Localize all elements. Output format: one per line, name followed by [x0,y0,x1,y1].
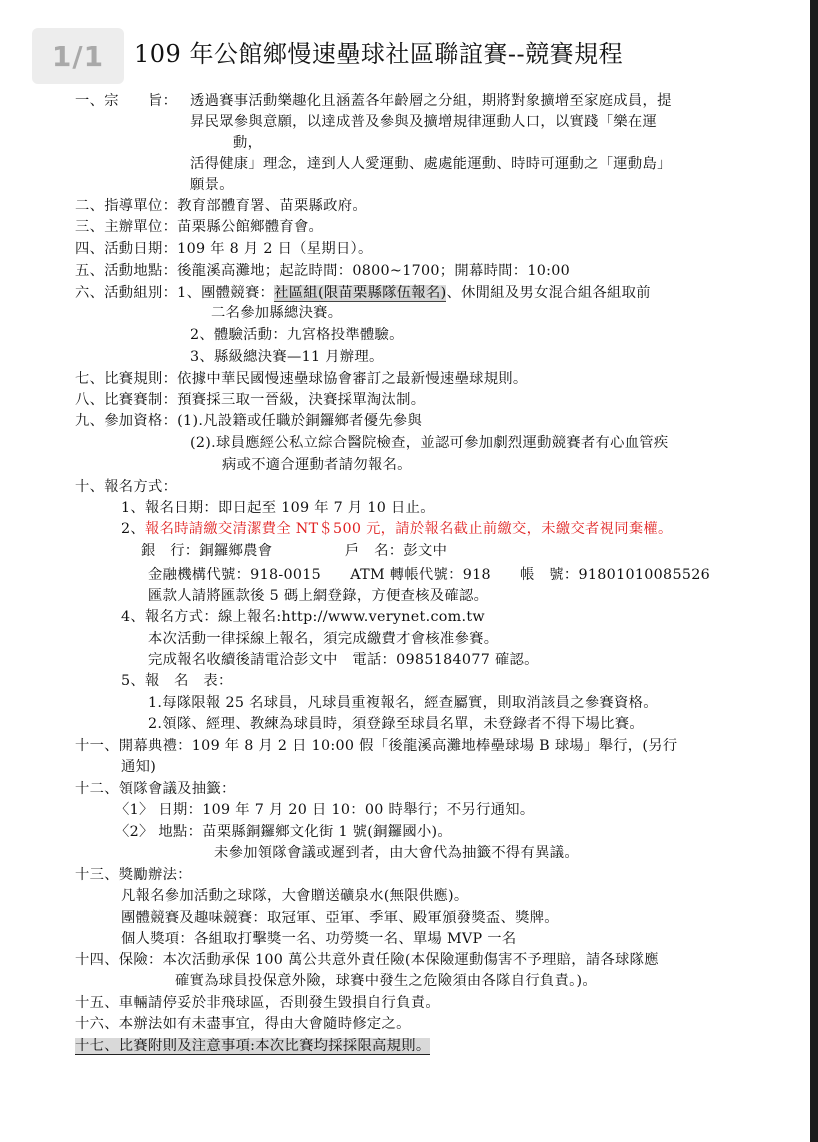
section-13-1: 凡報名參加活動之球隊，大會贈送礦泉水(無限供應)。 [121,888,469,904]
section-1-line-3: 動， [233,135,263,151]
section-1-label: 一、宗 旨： [75,93,178,109]
account-name: 戶 名：彭文中 [345,543,448,559]
section-13: 十三、獎勵辦法： [75,867,192,883]
section-13-2: 團體競賽及趣味競賽：取冠軍、亞軍、季軍、殿軍頒發獎盃、獎牌。 [121,910,559,926]
section-14-line-1: 十四、保險：本次活動承保 100 萬公共意外責任險(本保險運動傷害不予理賠，請各球隊應 [75,952,659,968]
section-3: 三、主辦單位：苗栗縣公館鄉體育會。 [75,219,324,235]
section-17 [75,1037,430,1055]
section-16: 十六、本辦法如有未盡事宜，得由大會隨時修定之。 [75,1016,411,1032]
section-12-1: 〈1〉 日期：109 年 7 月 20 日 10：00 時舉行；不另行通知。 [115,802,535,818]
section-12-2: 〈2〉 地點：苗栗縣銅鑼鄉文化街 1 號(銅鑼國小)。 [115,824,453,840]
section-9-line-3: 病或不適合運動者請勿報名。 [222,457,412,473]
section-10: 十、報名方式： [75,479,178,495]
section-8: 八、比賽賽制：預賽採三取一晉級，決賽採單淘汰制。 [75,392,426,408]
section-6-line-1 [75,284,651,302]
section-10-5-2: 2.領隊、經理、教練為球員時，須登錄至球員名單，未登錄者不得下場比賽。 [148,716,644,732]
section-6-line-2: 二名參加縣總決賽。 [211,305,343,321]
bank-codes: 金融機構代號：918-0015 ATM 轉帳代號：918 帳 號：91801010085526 [148,567,711,583]
section-9-line-2: (2).球員應經公私立綜合醫院檢查，並認可參加劇烈運動競賽者有心血管疾 [190,435,669,451]
section-12: 十二、領隊會議及抽籤： [75,781,236,797]
section-1-line-1: 透過賽事活動樂趣化且涵蓋各年齡層之分組，期將對象擴增至家庭成員，提 [190,93,672,109]
section-12-3: 未參加領隊會議或遲到者，由大會代為抽籤不得有異議。 [214,845,579,861]
section-1-line-4: 活得健康」理念，達到人人愛運動、處處能運動、時時可運動之「運動島」 [190,156,672,172]
section-10-2 [121,520,673,538]
section-10-2-number: 2、 [121,521,145,537]
section-10-1: 1、報名日期：即日起至 109 年 7 月 10 日止。 [121,500,435,516]
section-5: 五、活動地點：後龍溪高灘地；起訖時間：0800~1700；開幕時間：10:00 [75,263,571,279]
scrollbar[interactable] [810,0,818,1142]
section-14-line-2: 確實為球員投保意外險，球賽中發生之危險須由各隊自行負責。)。 [175,973,598,989]
section-10-4: 4、報名方式：線上報名:http://www.verynet.com.tw [121,609,485,625]
section-15: 十五、車輛請停妥於非飛球區，否則發生毀損自行負責。 [75,995,440,1011]
section-10-5-1: 1.每隊限報 25 名球員，凡球員重複報名，經查屬實，則取消該員之參賽資格。 [148,695,658,711]
remittance-note: 匯款人請將匯款後 5 碼上網登錄，方便查核及確認。 [148,588,489,604]
fee-notice: 報名時請繳交清潔費全 NT＄500 元，請於報名截止前繳交，未繳交者視同棄權。 [145,521,673,537]
section-10-4-line-3: 完成報名收續後請電洽彭文中 電話：0985184077 確認。 [148,652,539,668]
section-1-line-2: 昇民眾參與意願，以達成普及參與及擴增規律運動人口，以實踐「樂在運 [190,114,658,130]
section-17-text: 十七、比賽附則及注意事項:本次比賽均採採限高規則。 [75,1038,431,1054]
section-6-line-4: 3、縣級總決賽—11 月辦理。 [190,349,384,365]
section-2: 二、指導單位：教育部體育署、苗栗縣政府。 [75,198,367,214]
section-4: 四、活動日期：109 年 8 月 2 日（星期日）。 [75,241,373,257]
page-indicator: 1/1 [32,28,124,84]
section-10-4-line-2: 本次活動一律採線上報名，須完成繳費才會核准參賽。 [148,631,499,647]
section-6-label: 六、活動組別：1、團體競賽： [75,285,275,301]
section-9-line-1: 九、參加資格：(1).凡設籍或任職於銅鑼鄉者優先參與 [75,413,423,429]
section-10-5: 5、報 名 表： [121,673,233,689]
section-13-3: 個人獎項：各組取打擊獎一名、功勞獎一名、單場 MVP 一名 [121,931,517,947]
bank-name: 銀 行：銅鑼鄉農會 [141,543,273,559]
section-11-line-1: 十一、開幕典禮：109 年 8 月 2 日 10:00 假「後龍溪高灘地棒壘球場 B 球場」舉行，(另行 [75,738,678,754]
section-1-line-5: 願景。 [190,177,234,193]
section-7: 七、比賽規則：依據中華民國慢速壘球協會審訂之最新慢速壘球規則。 [75,371,528,387]
highlighted-community-group: 社區組(限苗栗縣隊伍報名) [274,285,447,301]
section-6-rest: 、休閒組及男女混合組各組取前 [446,285,651,301]
section-6-line-3: 2、體驗活動：九宮格投準體驗。 [190,327,404,343]
section-11-line-2: 通知) [121,759,157,775]
document-title: 109 年公館鄉慢速壘球社區聯誼賽--競賽規程 [134,40,624,68]
